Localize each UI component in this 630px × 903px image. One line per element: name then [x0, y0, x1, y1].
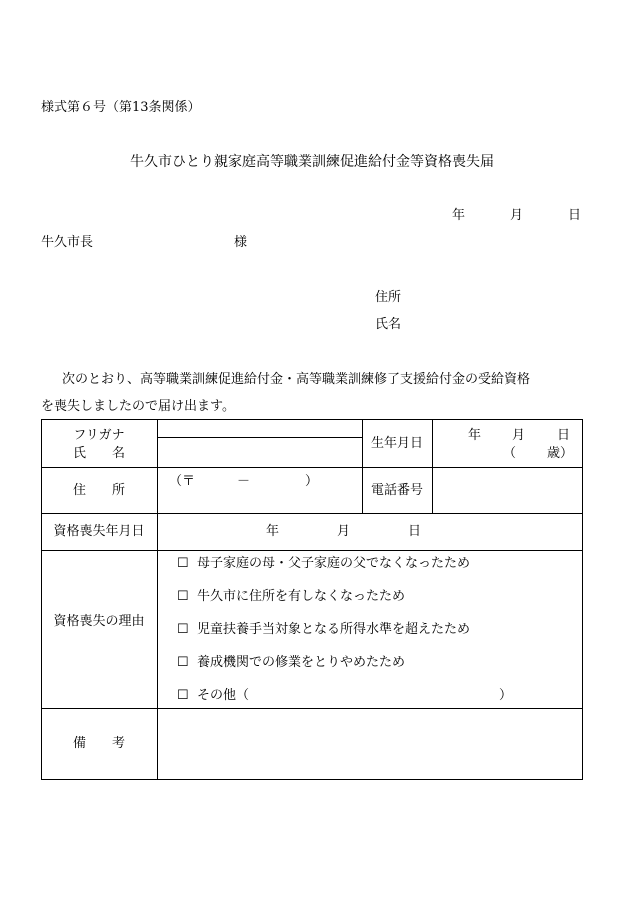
age-open-paren: （: [503, 446, 517, 461]
row-divider-1: [41, 467, 583, 468]
row-divider-2: [41, 513, 583, 514]
reason-text-5: その他（: [197, 688, 250, 703]
furigana-label: フリガナ: [73, 428, 125, 443]
date-day-label: 日: [568, 208, 582, 223]
form-number: 様式第６号（第13条関係）: [41, 100, 201, 115]
reason-text-4: 養成機関での修業をとりやめたため: [197, 655, 406, 670]
reason-text-3: 児童扶養手当対象となる所得水準を超えたため: [197, 622, 471, 637]
mid-column-divider-right: [432, 419, 433, 514]
remarks-field[interactable]: [158, 709, 582, 779]
reason-checkbox-3[interactable]: ☐: [177, 622, 189, 637]
table-border-bottom: [41, 779, 583, 780]
reason-label: 資格喪失の理由: [53, 614, 145, 629]
address-label: 住 所: [72, 483, 126, 498]
table-border-left: [41, 419, 42, 780]
birth-year-label: 年: [468, 428, 482, 443]
loss-day-label: 日: [408, 524, 422, 539]
postal-code-close: ）: [305, 474, 319, 489]
postal-code-dash: －: [237, 474, 251, 489]
honorific: 様: [234, 235, 248, 250]
applicant-address-label: 住所: [375, 290, 402, 305]
reason-text-2: 牛久市に住所を有しなくなったため: [197, 589, 406, 604]
birth-day-label: 日: [557, 428, 571, 443]
birthdate-label: 生年月日: [370, 436, 424, 451]
age-label: 歳）: [547, 446, 574, 461]
remarks-label: 備 考: [72, 736, 126, 751]
reason-checkbox-5[interactable]: ☐: [177, 688, 189, 703]
row-divider-3: [41, 550, 583, 551]
postal-code-open: （〒: [169, 474, 196, 489]
other-close-paren: ）: [499, 688, 513, 703]
table-border-right: [582, 419, 583, 780]
date-month-label: 月: [510, 208, 524, 223]
reason-checkbox-1[interactable]: ☐: [177, 556, 189, 571]
form-table: [41, 419, 583, 780]
reason-checkbox-4[interactable]: ☐: [177, 655, 189, 670]
name-label: 氏 名: [72, 446, 126, 461]
table-border-top: [41, 419, 583, 420]
reason-checkbox-2[interactable]: ☐: [177, 589, 189, 604]
date-year-label: 年: [452, 208, 466, 223]
mid-column-divider-left: [362, 419, 363, 514]
phone-label: 電話番号: [370, 483, 424, 498]
loss-date-label: 資格喪失年月日: [53, 524, 145, 539]
addressee: 牛久市長: [41, 235, 94, 250]
furigana-divider: [157, 437, 362, 438]
loss-year-label: 年: [266, 524, 280, 539]
birth-month-label: 月: [512, 428, 526, 443]
body-text-line1: 次のとおり、高等職業訓練促進給付金・高等職業訓練修了支援給付金の受給資格: [62, 372, 531, 387]
applicant-name-label: 氏名: [375, 317, 402, 332]
reason-text-1: 母子家庭の母・父子家庭の父でなくなったため: [197, 556, 471, 571]
body-text-line2: を喪失しましたので届け出ます。: [41, 399, 235, 414]
form-title: 牛久市ひとり親家庭高等職業訓練促進給付金等資格喪失届: [130, 154, 494, 170]
loss-month-label: 月: [337, 524, 351, 539]
